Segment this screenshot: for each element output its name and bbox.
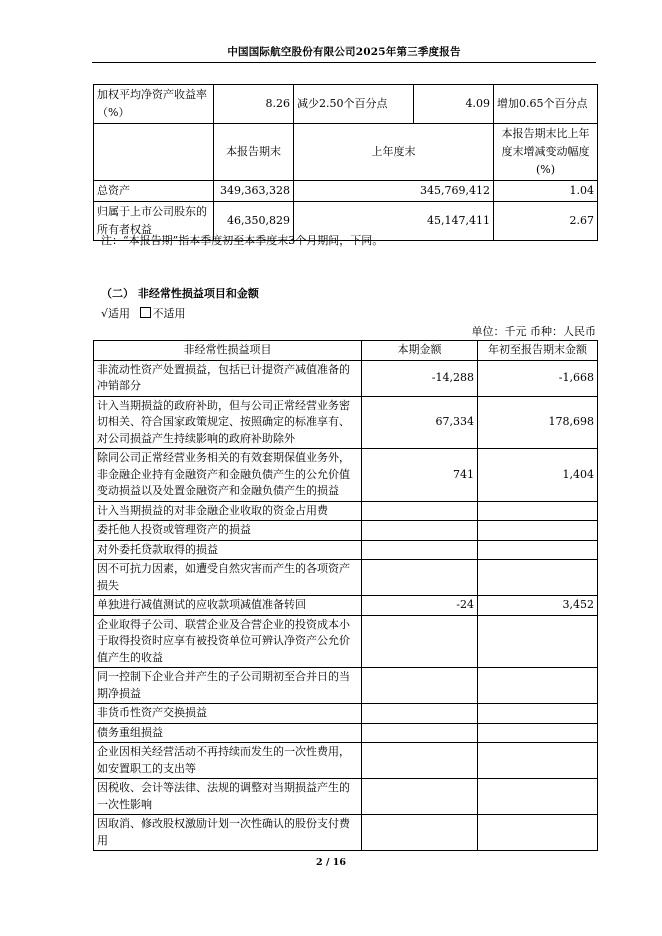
item-label: 计入当期损益的政府补助，但与公司正常经营业务密切相关、符合国家政策规定、按照确定的标准享有、对公司损益产生持续影响的政府补助除外 (94, 396, 362, 449)
table-subheader-row (94, 124, 598, 181)
table-row (94, 521, 598, 541)
current-amount: -14,288 (362, 360, 478, 396)
ytd-amount (478, 615, 598, 668)
item-label: 因不可抗力因素，如遭受自然灾害而产生的各项资产损失 (94, 560, 362, 596)
current-amount (362, 615, 478, 668)
table-row (94, 815, 598, 851)
table-row (94, 85, 598, 124)
col-header-change: 本报告期末比上年度末增减变动幅度(%) (494, 124, 598, 181)
not-applicable-label: 不适用 (152, 307, 186, 320)
item-label: 企业取得子公司、联营企业及合营企业的投资成本小于取得投资时应享有被投资单位可辨认净资产公允价值产生的收益 (94, 615, 362, 668)
item-label: 委托他人投资或管理资产的损益 (94, 521, 362, 541)
key-indicators-table (93, 84, 598, 241)
item-label: 因税收、会计等法律、法规的调整对当期损益产生的一次性影响 (94, 779, 362, 815)
table-row (94, 723, 598, 743)
ytd-amount (478, 723, 598, 743)
row-current: 349,363,328 (214, 181, 294, 202)
item-label: 对外委托贷款取得的损益 (94, 540, 362, 560)
item-label: 单独进行减值测试的应收款项减值准备转回 (94, 596, 362, 616)
item-label: 企业因相关经营活动不再持续而发生的一次性费用，如安置职工的支出等 (94, 743, 362, 779)
page-header-title: 中国国际航空股份有限公司2025年第三季度报告 (227, 46, 461, 58)
col-header-current: 本报告期末 (214, 124, 294, 181)
ytd-amount (478, 521, 598, 541)
empty-cell (94, 124, 214, 181)
col-header-current: 本期金额 (362, 341, 478, 361)
ytd-amount: 3,452 (478, 596, 598, 616)
current-amount (362, 521, 478, 541)
item-label: 除同公司正常经营业务相关的有效套期保值业务外，非金融企业持有金融资产和金融负债产生的公允价值变动损益以及处置金融资产和金融负债产生的损益 (94, 449, 362, 502)
row-label: 归属于上市公司股东的所有者权益 (94, 202, 214, 241)
row-prev: 345,769,412 (294, 181, 494, 202)
table-row (94, 596, 598, 616)
table-row (94, 704, 598, 724)
empty-checkbox[interactable] (140, 307, 151, 318)
header-rule (92, 62, 596, 63)
item-label: 债务重组损益 (94, 723, 362, 743)
non-recurring-items-table (93, 340, 598, 851)
ytd-amount (478, 743, 598, 779)
ytd-amount (478, 668, 598, 704)
row-label: 总资产 (94, 181, 214, 202)
item-label: 非货币性资产交换损益 (94, 704, 362, 724)
current-amount: 67,334 (362, 396, 478, 449)
table-row (94, 743, 598, 779)
ytd-amount (478, 815, 598, 851)
table-row (94, 668, 598, 704)
item-label: 非流动性资产处置损益，包括已计提资产减值准备的冲销部分 (94, 360, 362, 396)
col-header-ytd: 年初至报告期末金额 (478, 341, 598, 361)
item-label: 同一控制下企业合并产生的子公司期初至合并日的当期净损益 (94, 668, 362, 704)
current-amount (362, 704, 478, 724)
row-change: 1.04 (494, 181, 598, 202)
ytd-amount (478, 779, 598, 815)
unit-currency-label: 单位：千元 币种：人民币 (471, 325, 596, 338)
table-row (94, 181, 598, 202)
table-row (94, 449, 598, 502)
current-amount (362, 779, 478, 815)
table-note: 注：“本报告期”指本季度初至本季度末3个月期间，下同。 (101, 234, 384, 247)
current-amount (362, 815, 478, 851)
col-header-prev: 上年度末 (294, 124, 494, 181)
item-label: 因取消、修改股权激励计划一次性确认的股份支付费用 (94, 815, 362, 851)
table-row (94, 779, 598, 815)
table-row (94, 360, 598, 396)
table-row (94, 615, 598, 668)
current-amount (362, 668, 478, 704)
table-row (94, 396, 598, 449)
current-amount: -24 (362, 596, 478, 616)
ytd-amount (478, 501, 598, 521)
col-header-item: 非经常性损益项目 (94, 341, 362, 361)
row-change: 2.67 (494, 202, 598, 241)
ytd-amount (478, 540, 598, 560)
current-amount (362, 743, 478, 779)
table-header-row (94, 341, 598, 361)
roe-change: 减少2.50个百分点 (294, 85, 414, 124)
table-row (94, 501, 598, 521)
current-amount (362, 540, 478, 560)
item-label: 计入当期损益的对非金融企业收取的资金占用费 (94, 501, 362, 521)
current-amount (362, 560, 478, 596)
section-title: （二） 非经常性损益项目和金额 (101, 287, 259, 300)
current-amount: 741 (362, 449, 478, 502)
row-prev: 45,147,411 (294, 202, 494, 241)
non-recurring-items-body (94, 360, 598, 851)
table-row (94, 560, 598, 596)
table-row (94, 540, 598, 560)
ytd-amount: -1,668 (478, 360, 598, 396)
ytd-amount (478, 560, 598, 596)
applicable-label: 适用 (108, 307, 131, 320)
ytd-amount: 1,404 (478, 449, 598, 502)
current-amount (362, 723, 478, 743)
checkmark-icon[interactable]: √ (101, 307, 109, 320)
ytd-amount: 178,698 (478, 396, 598, 449)
roe-ytd: 4.09 (414, 85, 494, 124)
applicable-options (101, 305, 186, 321)
ytd-amount (478, 704, 598, 724)
roe-ytd-change: 增加0.65个百分点 (494, 85, 598, 124)
page-number: 2 / 16 (316, 857, 346, 868)
row-current: 46,350,829 (214, 202, 294, 241)
current-amount (362, 501, 478, 521)
roe-label: 加权平均净资产收益率（%） (94, 85, 214, 124)
roe-current: 8.26 (214, 85, 294, 124)
